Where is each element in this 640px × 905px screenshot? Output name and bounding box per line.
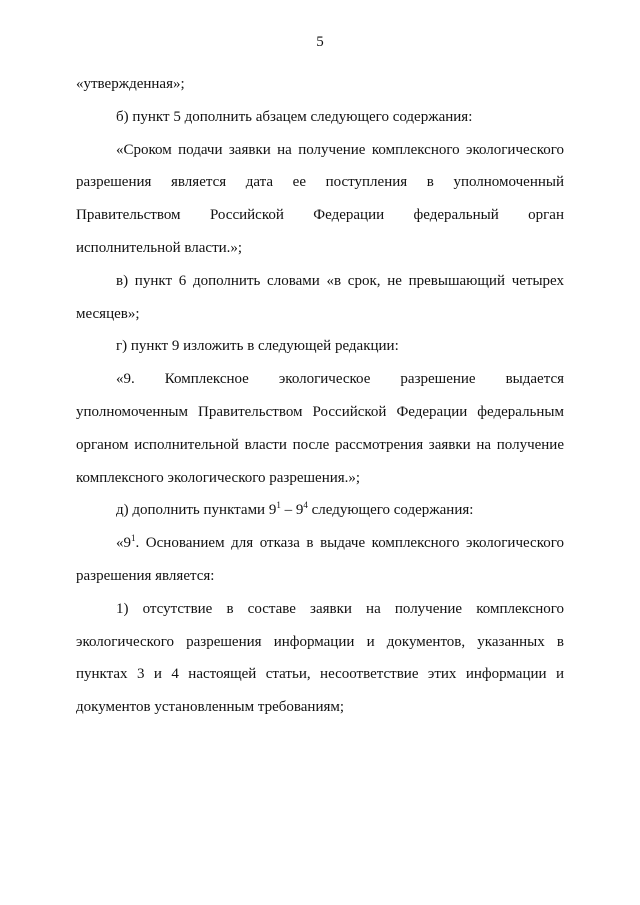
paragraph-6: «9. Комплексное экологическое разрешение выдается уполномоченным Правительством Российской Федерации федеральным органом исполнительной власти после рассмотрения заявки на получение комплексного экологического разрешения.»; — [76, 371, 564, 486]
page-number: 5 — [316, 34, 324, 50]
paragraph-8-before: «9 — [116, 535, 131, 552]
superscript-1: 1 — [276, 500, 281, 511]
paragraph-4: в) пункт 6 дополнить словами «в срок, не превышающий четырех месяцев»; — [76, 272, 564, 322]
paragraph-9: 1) отсутствие в составе заявки на получение комплексного экологического разрешения информации и документов, указанных в пунктах 3 и 4 настоящей статьи, несоответствие этих информации и документов установленным требованиям; — [76, 600, 564, 716]
paragraph-5: г) пункт 9 изложить в следующей редакции: — [116, 338, 399, 355]
paragraph-7-after: следующего содержания: — [307, 502, 474, 519]
superscript-4: 4 — [303, 500, 308, 511]
paragraph-8 — [76, 527, 564, 593]
superscript-1: 1 — [131, 533, 136, 544]
paragraph-2: б) пункт 5 дополнить абзацем следующего содержания: — [116, 108, 473, 125]
paragraph-3: «Сроком подачи заявки на получение комплексного экологического разрешения является дата ее поступления в уполномоченный Правительством Российской Федерации федеральный орган исполнительной власти.»; — [76, 141, 564, 256]
paragraph-7-dash: – 9 — [280, 502, 304, 519]
document-body — [76, 68, 564, 724]
paragraph-1: «утвержденная»; — [76, 76, 185, 92]
paragraph-8-after: . Основанием для отказа в выдаче комплексного экологического разрешения является: — [76, 535, 564, 584]
paragraph-7 — [76, 494, 564, 527]
paragraph-7-before: д) дополнить пунктами 9 — [116, 502, 277, 519]
